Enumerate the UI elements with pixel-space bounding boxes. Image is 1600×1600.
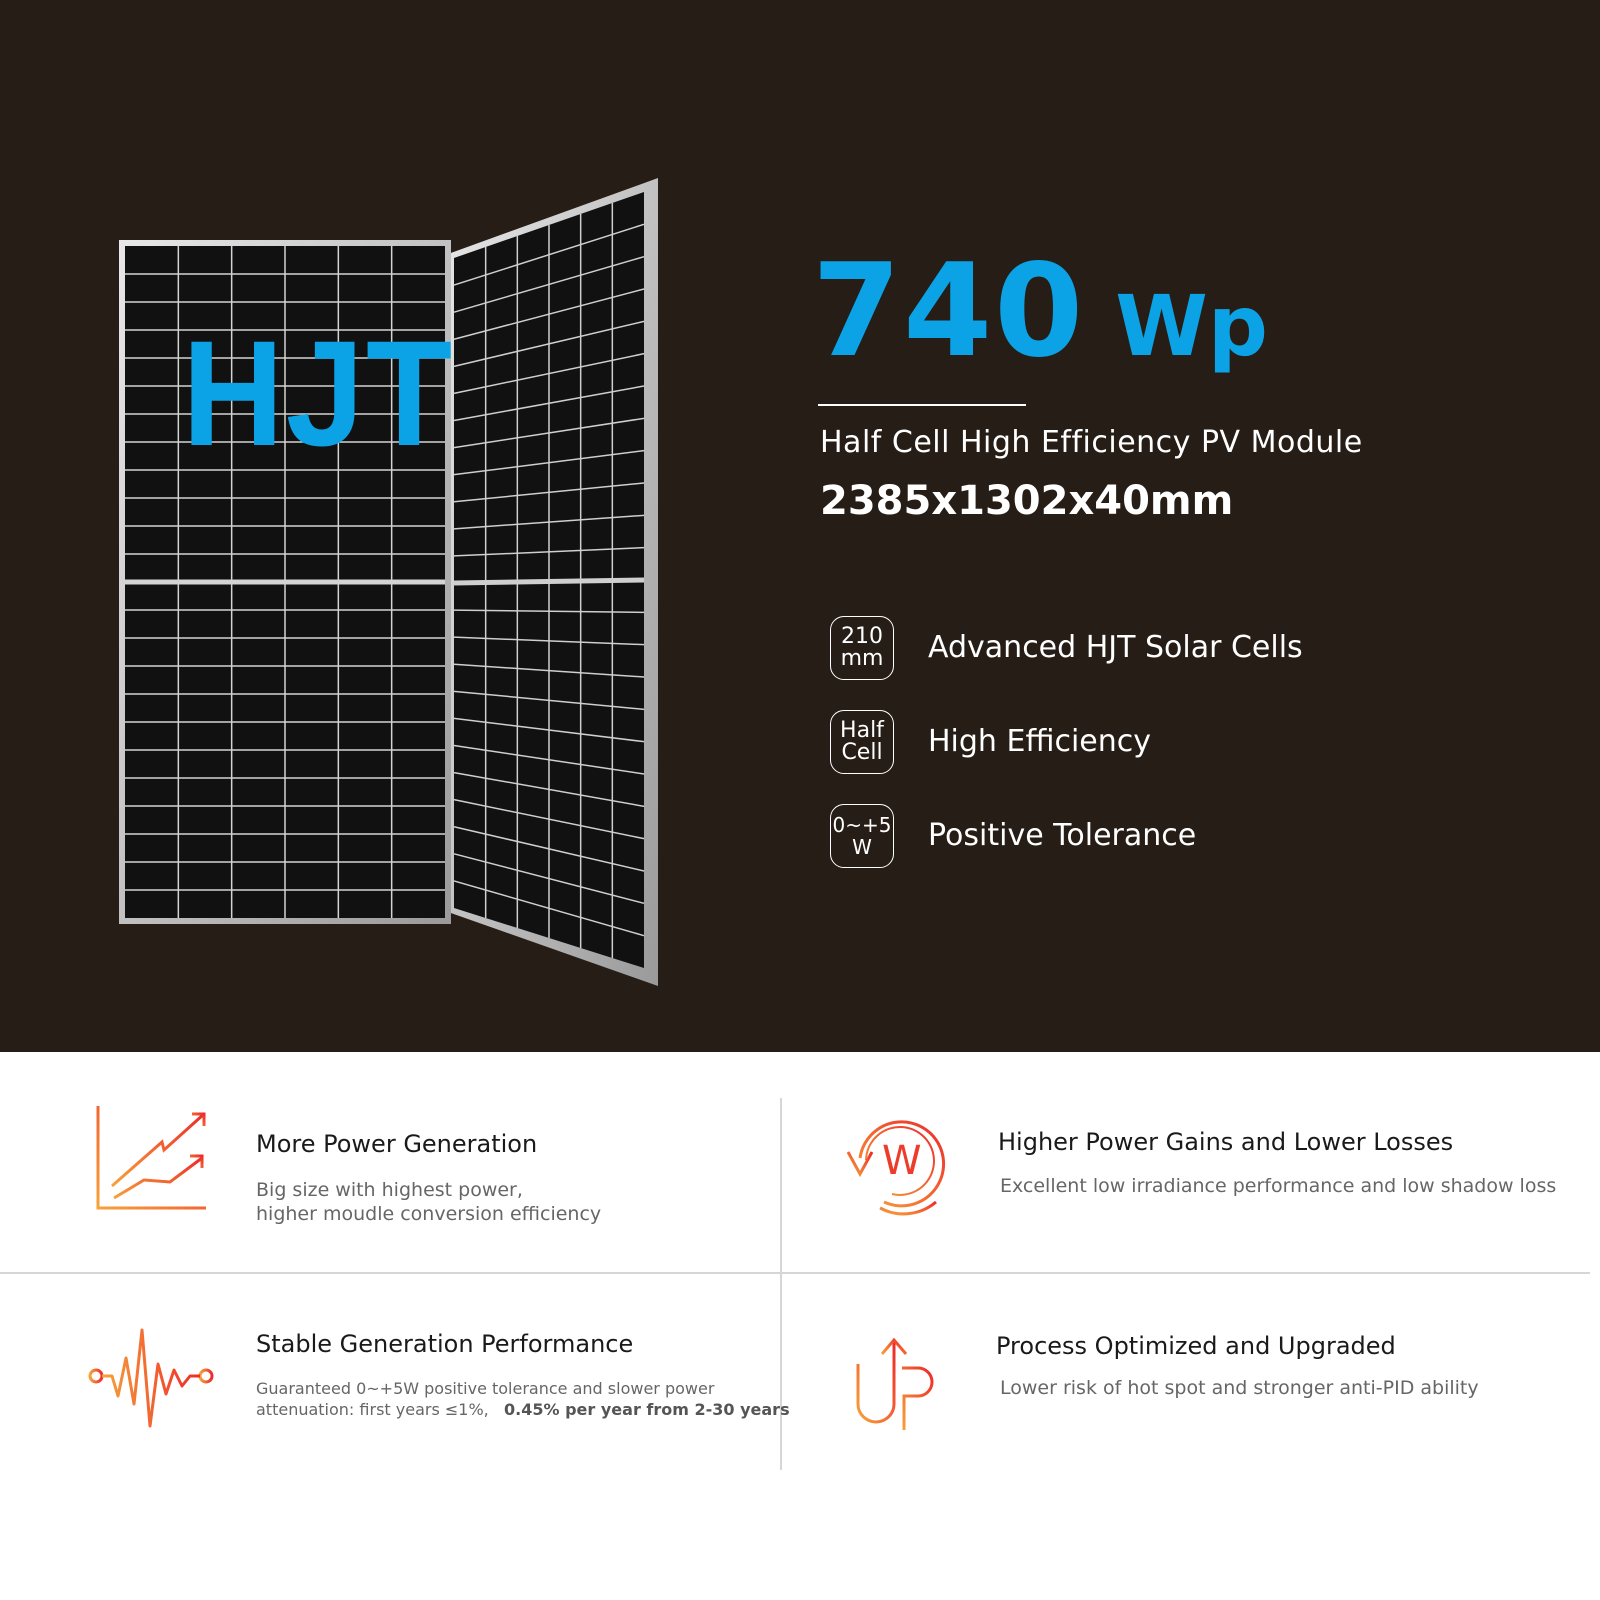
growth-chart-icon xyxy=(92,1102,212,1222)
tolerance-badge xyxy=(830,804,894,868)
desc-highlight: 0.45% per year from 2-30 years xyxy=(504,1400,790,1419)
title-divider xyxy=(818,404,1026,406)
badge-line: Cell xyxy=(841,740,883,765)
power-cycle-w-icon xyxy=(840,1110,960,1220)
benefits-section xyxy=(0,1052,1600,1600)
benefit-title: Higher Power Gains and Lower Losses xyxy=(998,1128,1454,1156)
power-value: 740 xyxy=(812,237,1086,386)
benefit-title: Process Optimized and Upgraded xyxy=(996,1332,1396,1360)
module-dimensions: 2385x1302x40mm xyxy=(820,478,1234,524)
power-unit: Wp xyxy=(1115,277,1268,375)
benefit-title: Stable Generation Performance xyxy=(256,1330,634,1358)
power-rating xyxy=(812,237,1268,386)
svg-text:W: W xyxy=(882,1138,922,1184)
solar-panel-image xyxy=(0,0,700,1052)
badge-line: W xyxy=(852,835,872,859)
divider-horizontal xyxy=(0,1272,1590,1274)
feature-text: Positive Tolerance xyxy=(928,818,1197,853)
desc-text: attenuation: first years ≤1%, xyxy=(256,1400,489,1419)
feature-text: Advanced HJT Solar Cells xyxy=(928,630,1303,665)
waveform-icon xyxy=(86,1324,216,1432)
benefit-desc: Excellent low irradiance performance and low shadow loss xyxy=(1000,1175,1557,1197)
benefit-desc xyxy=(256,1399,790,1420)
feature-tolerance xyxy=(830,804,1450,870)
benefit-desc: higher moudle conversion efficiency xyxy=(256,1203,602,1225)
benefit-desc: Lower risk of hot spot and stronger anti-PID ability xyxy=(1000,1377,1479,1399)
cell-size-badge xyxy=(830,616,894,680)
hjt-label: HJT xyxy=(182,309,455,477)
up-arrow-icon xyxy=(852,1334,952,1434)
half-cell-badge xyxy=(830,710,894,774)
feature-cell-size xyxy=(830,616,1450,682)
benefit-desc: Guaranteed 0~+5W positive tolerance and slower power xyxy=(256,1379,715,1398)
feature-half-cell xyxy=(830,710,1450,776)
module-subtitle: Half Cell High Efficiency PV Module xyxy=(820,425,1363,460)
back-solar-panel xyxy=(448,178,658,986)
benefit-title: More Power Generation xyxy=(256,1130,538,1158)
feature-text: High Efficiency xyxy=(928,724,1151,759)
badge-line: 210 xyxy=(841,624,883,649)
benefit-desc: Big size with highest power, xyxy=(256,1179,523,1201)
badge-line: mm xyxy=(840,646,884,671)
badge-line: 0~+5 xyxy=(832,813,892,837)
badge-line: Half xyxy=(840,718,884,743)
